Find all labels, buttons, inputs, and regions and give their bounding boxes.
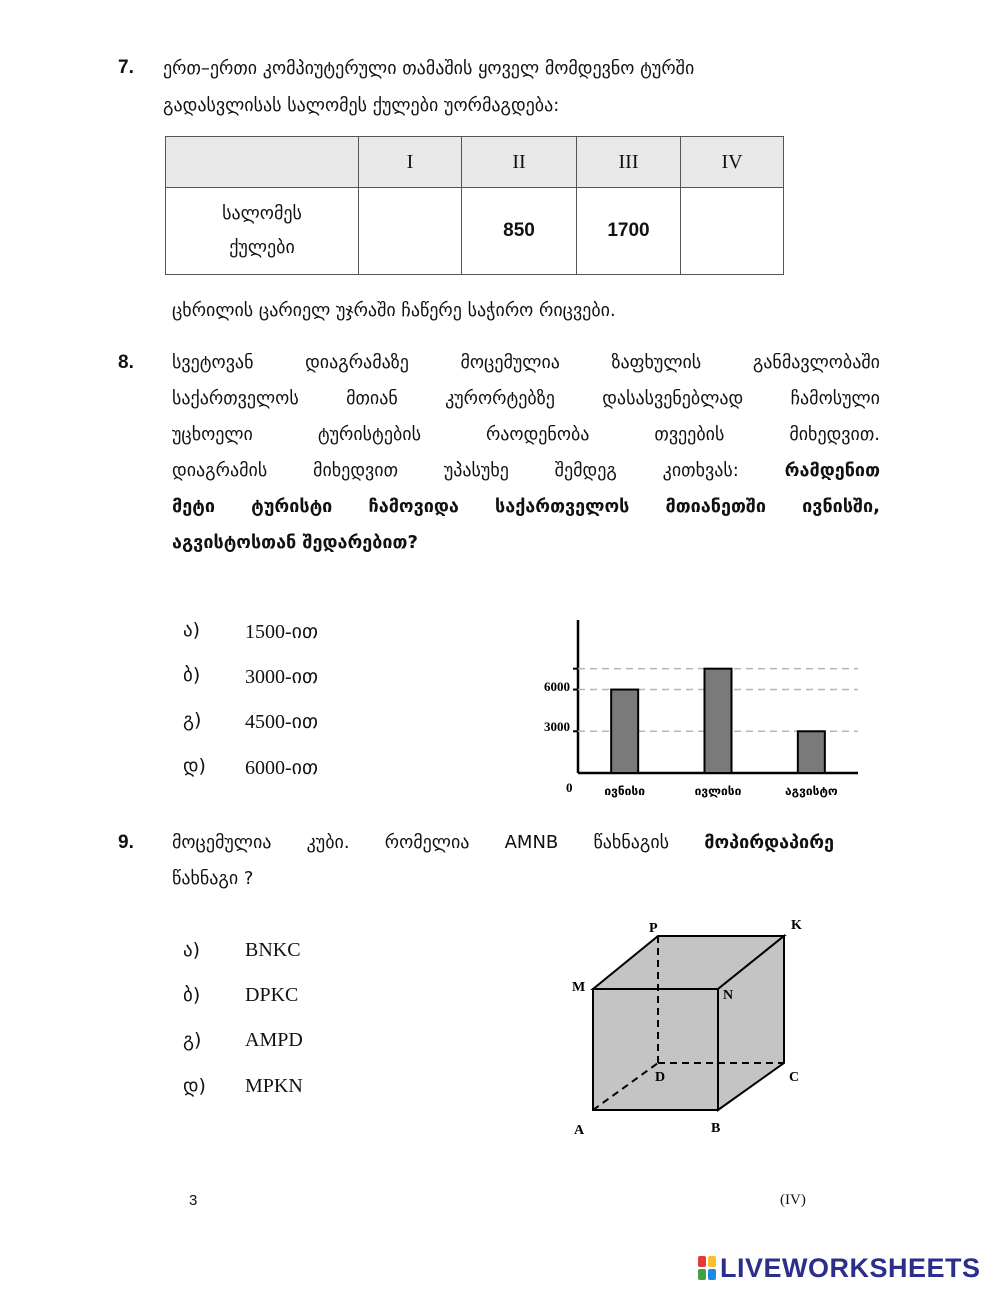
logo-icon [698, 1256, 716, 1280]
question-9-line2: წახნაგი ? [172, 868, 254, 889]
cube-label-N: N [723, 988, 734, 1003]
chart-y-tick-6000: 6000 [544, 679, 570, 694]
q9-option-c-value: AMPD [245, 1029, 303, 1051]
question-9-line1 [172, 825, 834, 861]
question-7-instruction: ცხრილის ცარიელ უჯრაში ჩაწერე საჭირო რიცვები. [172, 300, 616, 321]
question-7-number: 7. [118, 57, 134, 78]
chart-bar-2 [798, 731, 825, 773]
q9-option-c-letter: გ) [183, 1029, 202, 1051]
question-9-line1-bold: მოპირდაპირე [704, 832, 834, 853]
question-8-line3: უცხოელი ტურისტების რაოდენობა თვეების მიხედვით. [172, 424, 880, 445]
cube-label-K: K [791, 918, 802, 933]
cube-label-M: M [572, 980, 586, 995]
page-number: 3 [189, 1192, 198, 1209]
q8-option-c-value: 4500-ით [245, 711, 319, 733]
q9-option-b[interactable] [183, 984, 403, 1012]
tourist-bar-chart [520, 615, 865, 805]
question-8-line1: სვეტოვან დიაგრამაზე მოცემულია ზაფხულის განმავლობაში [172, 352, 880, 373]
q8-option-d-value: 6000-ით [245, 757, 319, 779]
q9-option-b-letter: ბ) [183, 984, 201, 1006]
q9-option-c[interactable] [183, 1029, 403, 1057]
chart-bar-1 [705, 669, 732, 773]
q8-option-c[interactable] [183, 709, 403, 737]
question-8-text [172, 345, 880, 561]
variant-label: (IV) [780, 1192, 806, 1208]
q9-option-d-letter: დ) [183, 1075, 206, 1097]
cube-label-P: P [649, 921, 658, 936]
q9-option-b-value: DPKC [245, 984, 299, 1006]
q8-option-a-letter: ა) [183, 619, 201, 641]
logo-icon-block-1 [698, 1256, 706, 1267]
question-8-line6: აგვისტოსთან შედარებით? [172, 532, 418, 553]
table-cell-I[interactable] [359, 188, 462, 275]
table-header-II: II [462, 137, 577, 188]
chart-y-tick-0: 0 [566, 780, 573, 795]
logo-icon-block-3 [698, 1269, 706, 1280]
cube-front-face [593, 989, 718, 1110]
question-9-number: 9. [118, 832, 134, 853]
table-header-empty [166, 137, 359, 188]
question-8-number: 8. [118, 352, 134, 373]
question-7-line1: ერთ–ერთი კომპიუტერული თამაშის ყოველ მომდევნო ტურში [163, 58, 695, 79]
table-header-I: I [359, 137, 462, 188]
question-7-line2: გადასვლისას სალომეს ქულები უორმაგდება: [163, 95, 560, 116]
logo-icon-block-4 [708, 1269, 716, 1280]
question-8-line4-bold: რამდენით [784, 460, 880, 481]
table-row-label-line1: სალომეს [222, 203, 302, 224]
question-8-line5: მეტი ტურისტი ჩამოვიდა საქართველოს მთიანეთში ივნისში, [172, 496, 880, 517]
liveworksheets-logo [698, 1253, 981, 1283]
question-8-line2: საქართველოს მთიან კურორტებზე დასასვენებლად ჩამოსული [172, 388, 880, 409]
q8-option-d[interactable] [183, 755, 403, 783]
chart-bar-0 [611, 690, 638, 773]
q8-option-c-letter: გ) [183, 709, 202, 731]
chart-x-label-0: ივნისი [604, 784, 646, 798]
question-9-line1-normal: მოცემულია კუბი. რომელია AMNB წახნაგის [172, 832, 670, 853]
q9-option-d[interactable] [183, 1075, 403, 1103]
cube-label-D: D [655, 1070, 666, 1085]
logo-text: LIVEWORKSHEETS [720, 1252, 981, 1283]
q8-option-b-value: 3000-ით [245, 666, 319, 688]
chart-x-label-1: ივლისი [694, 784, 742, 798]
logo-icon-block-2 [708, 1256, 716, 1267]
table-row-label-line2: ქულები [229, 237, 295, 258]
table-cell-III: 1700 [577, 188, 681, 275]
question-8-line4 [172, 453, 880, 489]
table-cell-IV[interactable] [681, 188, 784, 275]
q8-option-a-value: 1500-ით [245, 621, 319, 643]
table-header-III: III [577, 137, 681, 188]
q8-option-a[interactable] [183, 619, 403, 647]
chart-x-label-2: აგვისტო [785, 784, 838, 798]
question-9-text [172, 825, 834, 897]
cube-label-A: A [574, 1123, 585, 1138]
table-header-IV: IV [681, 137, 784, 188]
question-8-line4-normal: დიაგრამის მიხედვით უპასუხე შემდეგ კითხვას: [172, 460, 739, 481]
cube-label-B: B [711, 1121, 721, 1136]
question-7-table [165, 136, 784, 275]
q9-option-a-letter: ა) [183, 939, 201, 961]
table-cell-II: 850 [462, 188, 577, 275]
q8-option-b-letter: ბ) [183, 664, 201, 686]
q8-option-b[interactable] [183, 664, 403, 692]
cube-diagram [565, 912, 815, 1142]
q8-option-d-letter: დ) [183, 755, 206, 777]
q9-option-a[interactable] [183, 939, 403, 967]
chart-y-tick-3000: 3000 [544, 719, 570, 734]
cube-label-C: C [789, 1070, 800, 1085]
q9-option-a-value: BNKC [245, 939, 301, 961]
table-row-label [166, 188, 359, 275]
q9-option-d-value: MPKN [245, 1075, 303, 1097]
